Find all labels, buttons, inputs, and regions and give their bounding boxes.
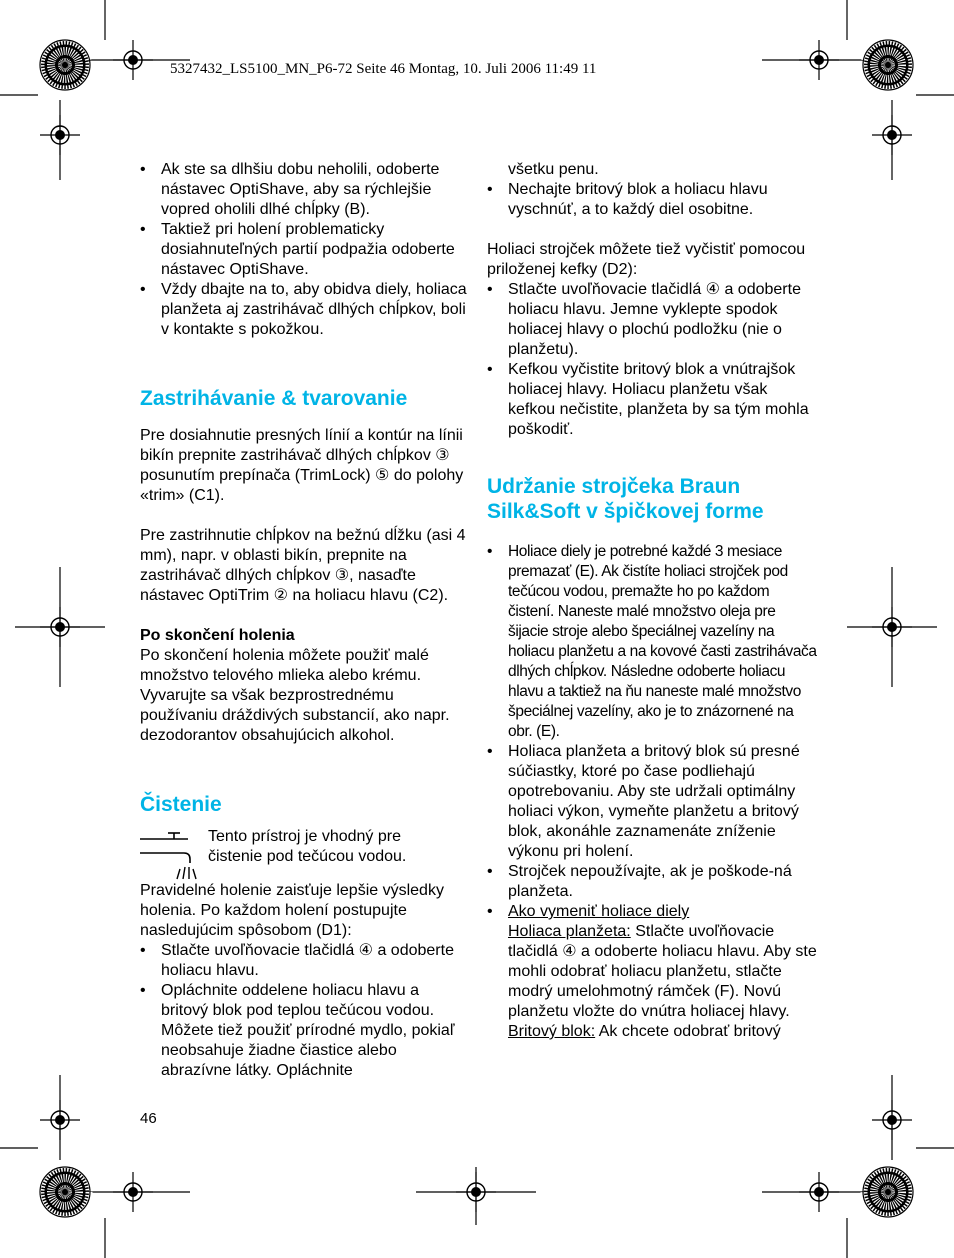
cleaning-steps-list (140, 941, 470, 1081)
cutter-text: Ak chcete odobrať britový (595, 1023, 781, 1040)
paragraph: Pre dosiahnutie presných línií a kontúr na línii bikín prepnite zastrihávač dlhých chĺpkov ③ posunutím prepínača (TrimLock) ⑤ do polohy «trim» (C1). (140, 427, 464, 504)
paragraph: Pravidelné holenie zaisťuje lepšie výsledky holenia. Po každom holení postupujte nasledujúcim spôsobom (D1): (140, 882, 444, 939)
left-column (140, 160, 470, 1081)
section-heading-trimming: Zastrihávanie & tvarovanie (140, 387, 408, 410)
maintenance-list (487, 542, 817, 1042)
paragraph: Po skončení holenia môžete použiť malé množstvo telového mlieka alebo krému. Vyvarujte sa však bezprostrednému používaniu dráždivých substancií, ako napr. dezodorantov obsahujúcich alkohol. (140, 647, 450, 744)
section-heading-maintenance: Udržanie strojčeka Braun Silk&Soft v špičkovej forme (487, 475, 764, 523)
foil-text: Stlačte uvoľňovacie tlačidlá ④ a odoberte holiacu hlavu. Aby ste mohli odobrať holiacu planžetu, stlačte modrý umelohmotný rámček (F). Novú planžetu vložte do vnútra holiacej hlavy. (508, 923, 817, 1020)
tap-notice-text: Tento prístroj je vhodný pre čistenie pod tečúcou vodou. (208, 828, 407, 865)
brush-cleaning-list (487, 280, 817, 440)
shaving-tips-list (140, 160, 470, 340)
right-column (487, 160, 817, 1042)
paragraph: Holiaci strojček môžete tiež vyčistiť pomocou priloženej kefky (D2): (487, 241, 806, 278)
list-item: • Stlačte uvoľňovacie tlačidlá ④ a odoberte holiacu hlavu. Jemne vyklepte spodok holiacej hlavy o plochú podložku (nie o planžetu). (487, 280, 817, 360)
drying-list (487, 180, 817, 220)
replace-parts-title: Ako vymeniť holiace diely (508, 903, 690, 920)
list-item: • Nechajte britový blok a holiacu hlavu vyschnúť, a to každý diel osobitne. (487, 180, 817, 220)
list-item-replace-parts (487, 902, 817, 1042)
foil-label: Holiaca planžeta: (508, 923, 631, 940)
section-heading-cleaning: Čistenie (140, 793, 222, 816)
list-item: • Stlačte uvoľňovacie tlačidlá ④ a odoberte holiacu hlavu. (140, 941, 470, 981)
page-number: 46 (140, 1110, 157, 1127)
list-item: • Opláchnite oddelene holiacu hlavu a britový blok pod teplou tečúcou vodou. Môžete tiež použiť prírodné mydlo, pokiaľ neobsahuje žiadne čiastice alebo abrazívne látky. Opláchnite (140, 981, 470, 1081)
print-slug-header: 5327432_LS5100_MN_P6-72 Seite 46 Montag, 10. Juli 2006 11:49 11 (170, 61, 597, 77)
list-item: • Holiace diely je potrebné každé 3 mesiace premazať (E). Ak čistíte holiaci strojček pod tečúcou vodou, premažte ho po každom čistení. Naneste malé množstvo oleja pre šijacie stroje alebo špeciálnej vazelíny na holiacu planžetu a na kovové časti zastrihávača dlhých chĺpkov. Následne odoberte holiacu hlavu a taktiež na ňu naneste malé množstvo špeciálnej vazelíny, ako je to znázornené na obr. (E). (487, 542, 817, 742)
list-item: • Taktiež pri holení problematicky dosiahnuteľných partií podpažia odoberte nástavec OptiShave. (140, 220, 470, 280)
cutter-label: Britový blok: (508, 1023, 596, 1040)
water-tap-icon (140, 829, 202, 881)
list-item: • Vždy dbajte na to, aby obidva diely, holiaca planžeta aj zastrihávač dlhých chĺpkov, boli v kontakte s pokožkou. (140, 280, 470, 340)
list-item: • Strojček nepoužívajte, ak je poškode-ná planžeta. (487, 862, 817, 902)
subheading-after-shaving: Po skončení holenia (140, 627, 295, 644)
continued-text: všetku penu. (508, 161, 599, 178)
list-item: • Ak ste sa dlhšiu dobu neholili, odoberte nástavec OptiShave, aby sa rýchlejšie vopred oholili dlhé chĺpky (B). (140, 160, 470, 220)
water-tap-notice (140, 827, 470, 881)
list-item: • Kefkou vyčistite britový blok a vnútrajšok holiacej hlavy. Holiacu planžetu však kefkou nečistite, planžeta by sa tým mohla poškodiť. (487, 360, 817, 440)
list-item: • Holiaca planžeta a britový blok sú presné súčiastky, ktoré po čase podliehajú opotrebovaniu. Aby ste udržali optimálny holiaci výkon, vymeňte planžetu a britový blok, akonáhle zaznamenáte zníženie výkonu pri holení. (487, 742, 817, 862)
paragraph: Pre zastrihnutie chĺpkov na bežnú dĺžku (asi 4 mm), napr. v oblasti bikín, prepnite na zastrihávač dlhých chĺpkov ③, nasaďte nástavec OptiTrim ② na holiacu hlavu (C2). (140, 527, 466, 604)
